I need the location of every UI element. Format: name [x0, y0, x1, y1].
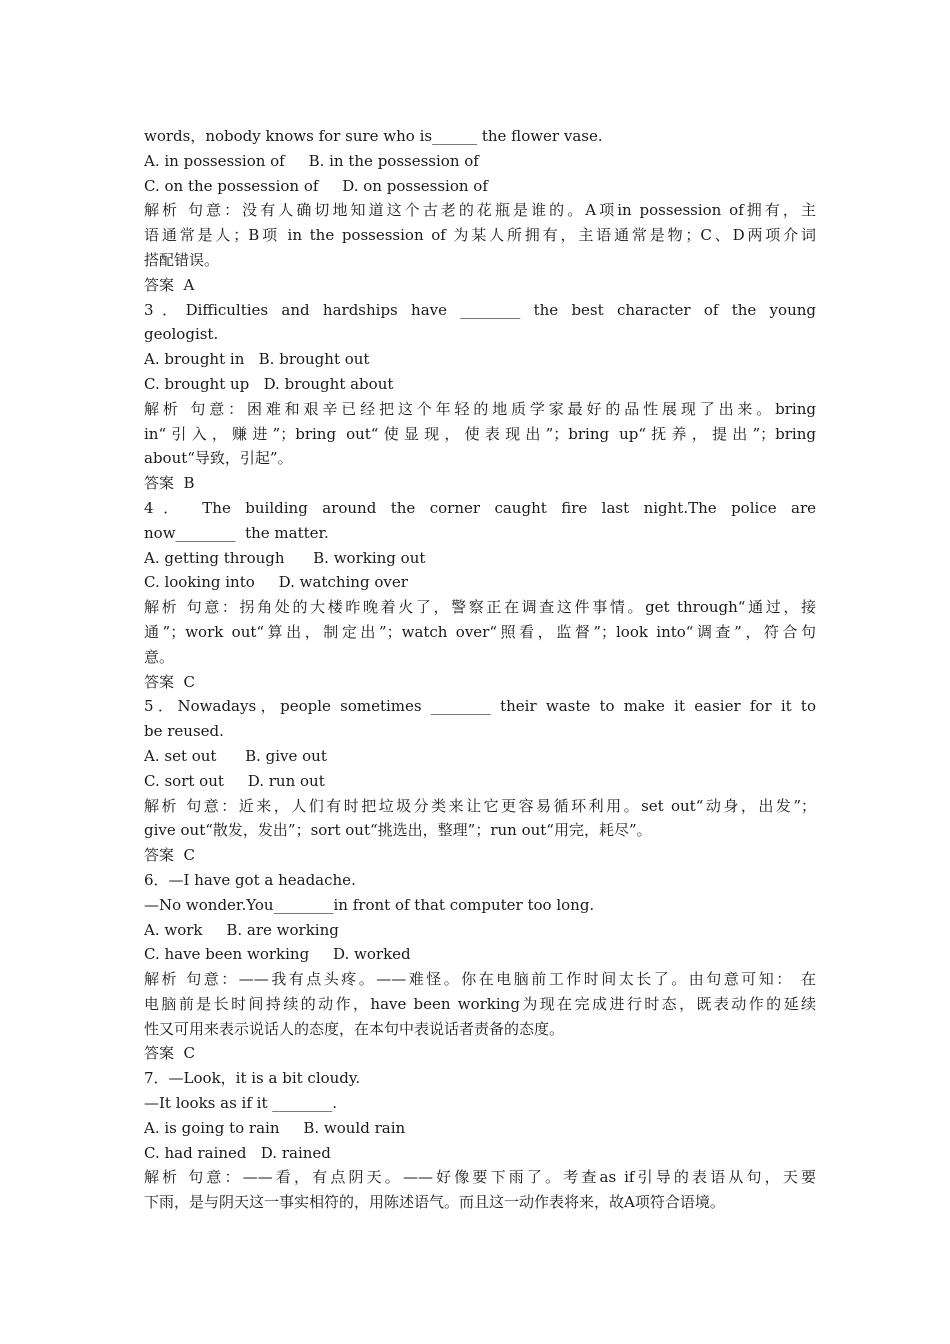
- answer-line: 答案 C: [144, 846, 196, 865]
- options-row: A. is going to rain B. would rain: [144, 1118, 406, 1137]
- question-stem: —It looks as if it ________.: [144, 1094, 338, 1113]
- question-stem: 6．—I have got a headache.: [144, 870, 356, 889]
- analysis-text: 下雨，是与阴天这一事实相符的，用陈述语气。而且这一动作表将来，故A项符合语境。: [144, 1193, 725, 1212]
- question-stem: geologist.: [144, 325, 219, 344]
- analysis-text: 意。: [144, 647, 175, 666]
- answer-line: 答案 C: [144, 1044, 196, 1063]
- question-3: [144, 298, 816, 496]
- analysis-text: 语通常是人；B项 in the possession of 为某人所拥有，主语通常是物；C、D两项介词: [144, 226, 816, 245]
- analysis-text: give out“散发，发出”；sort out“挑选出，整理”；run out“用完，耗尽”。: [144, 821, 652, 840]
- question-7: [144, 1066, 816, 1215]
- answer-line: 答案 A: [144, 275, 195, 294]
- analysis-text: 解析 句意：困难和艰辛已经把这个年轻的地质学家最好的品性展现了出来。bring: [144, 399, 816, 418]
- options-row: C. had rained D. rained: [144, 1143, 331, 1162]
- answer-line: 答案 C: [144, 672, 196, 691]
- options-row: C. have been working D. worked: [144, 945, 411, 964]
- answer-line: 答案 B: [144, 474, 195, 493]
- question-2: [144, 124, 816, 298]
- analysis-text: 通”；work out“算出，制定出”；watch over“照看，监督”；look into“调查”，符合句: [144, 622, 816, 641]
- document-page: [144, 124, 816, 1215]
- analysis-text: 解析 句意：——我有点头疼。——难怪。你在电脑前工作时间太长了。由句意可知： 在: [144, 970, 816, 989]
- question-stem: 5．Nowadays，people sometimes ________ their waste to make it easier for it to: [144, 697, 816, 716]
- question-5: [144, 694, 816, 868]
- options-row: A. work B. are working: [144, 920, 339, 939]
- analysis-text: about“导致，引起”。: [144, 449, 293, 468]
- options-row: A. brought in B. brought out: [144, 350, 370, 369]
- analysis-text: 搭配错误。: [144, 250, 220, 269]
- question-stem: 7．—Look，it is a bit cloudy.: [144, 1069, 361, 1088]
- options-row: C. sort out D. run out: [144, 771, 325, 790]
- question-6: [144, 868, 816, 1066]
- question-stem: words，nobody knows for sure who is______ the flower vase.: [144, 127, 603, 145]
- analysis-text: 解析 句意：近来，人们有时把垃圾分类来让它更容易循环利用。set out“动身，出发”；: [144, 796, 816, 815]
- question-stem: —No wonder.You________in front of that computer too long.: [144, 895, 595, 914]
- analysis-text: 电脑前是长时间持续的动作，have been working为现在完成进行时态，既表动作的延续: [144, 994, 816, 1013]
- options-row: A. getting through B. working out: [144, 548, 426, 567]
- question-stem: now________ the matter.: [144, 523, 329, 542]
- question-stem: be reused.: [144, 722, 224, 741]
- options-row: A. in possession of B. in the possession of: [144, 151, 479, 170]
- options-row: C. on the possession of D. on possession of: [144, 176, 488, 195]
- options-row: C. brought up D. brought about: [144, 374, 394, 393]
- analysis-text: 性又可用来表示说话人的态度，在本句中表说话者责备的态度。: [144, 1019, 565, 1038]
- analysis-text: in“引入，赚进”；bring out“使显现，使表现出”；bring up“抚养，提出”；bring: [144, 424, 816, 443]
- question-4: [144, 496, 816, 694]
- analysis-text: 解析 句意：拐角处的大楼昨晚着火了，警察正在调查这件事情。get through“通过，接: [144, 598, 816, 617]
- analysis-text: 解析 句意：没有人确切地知道这个古老的花瓶是谁的。A项in possession of拥有，主: [144, 201, 816, 220]
- question-stem: 3．Difficulties and hardships have ________ the best character of the young: [144, 300, 816, 319]
- options-row: C. looking into D. watching over: [144, 573, 408, 592]
- analysis-text: 解析 句意：——看，有点阴天。——好像要下雨了。考查as if引导的表语从句，天要: [144, 1168, 816, 1187]
- question-stem: 4． The building around the corner caught fire last night.The police are: [144, 498, 816, 517]
- options-row: A. set out B. give out: [144, 746, 327, 765]
